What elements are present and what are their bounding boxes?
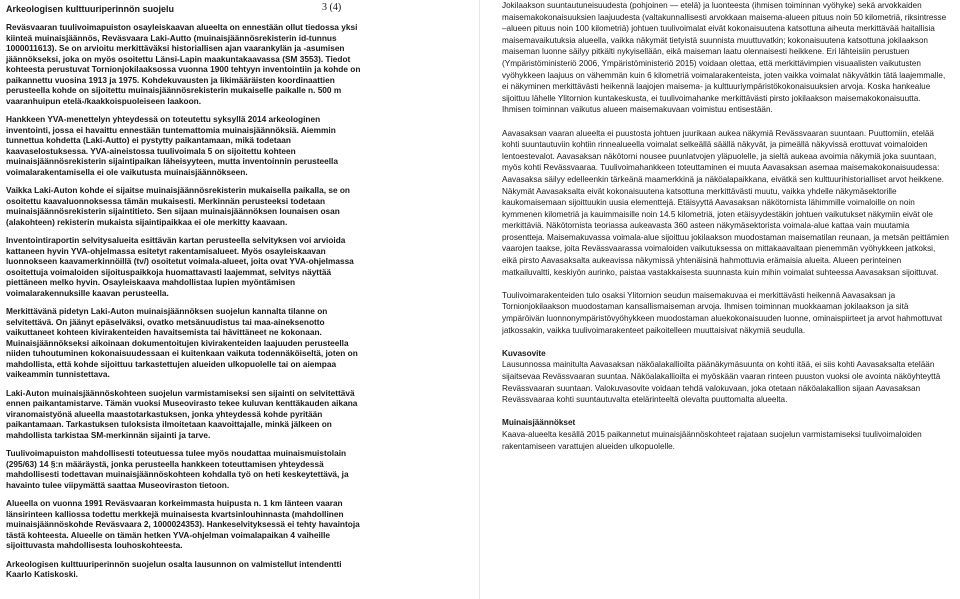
paragraph: Jokilaakson suuntautuneisuudesta (pohjoinen — etelä) ja luonteesta (ihmisen toiminnan vyöhyke) sekä arvokkaiden maisemakokonaisuuksien laajuudesta (valtakunnallisesti arvokkaan maisema-alueen pituus noin 50 kilometriä, riksintresse –alueen pituus noin 100 kilometriä) johtuen tuulivoimalat eivät kokonaisuutena katsottuna aiheuta merkittävää haitallisia maisemavaikutuksia alueella, vaikka näkymät tietyistä suunnista muuttuvatkin; kokonaisuutena katsottuna jokilaakson maiseman luonne säilyy pitkälti nykyisellään, eikä maiseman laatu olennaisesti heikkene. Eri lähteisiin perustuen (Ympäristöministeriö 2006, Ympäristöministeriö 2015) voidaan olettaa, että merkittävimpien visuaalisten vaikutusten vyöhykkeen laajuus on vähemmän kuin 6 kilometriä voimalarakenteista, joten vaikka voimalat näkyvätkin tätä laajemmalle, ei näkyminen merkittävästi heikennä laajojen maisema- ja kulttuuriympäristökokonaisuuksien arvoja. Koska hankealue sijoittuu lähelle Ylitornion kuntakeskusta, ei tuulivoimahanke merkittävästi pirsto jokilaakson maisemakokonaisuutta. Ihmisen toiminnan vaikutus alueen maisemakuvaan voimistuu entisestään.	[502, 1, 947, 115]
paragraph: Reväsvaaran tuulivoimapuiston osayleiskaavan alueelta on ennestään ollut tiedossa yksi kiinteä muinaisjäännös, Reväsvaara Laki-Autto (muinaisjäännösrekisterin id-tunnus 1000011613). Se on arvioitu merkittäväksi historiallisen ajan vaarankylän ja -asumisen jäännökseksi, joka on myös osoitettu Länsi-Lapin maakuntakaavassa (SM 3553). Tiedot kohteesta perustuvat Tornionjokilaaksossa vuonna 1900 tehtyyn inventointiin ja kohde on paikannettu vuosina 1913 ja 1975. Kohdekuvausten ja likimääräisten koordinaattien perusteella kohde on sijoitettu muinaisjäännösrekisterin mukaiselle paikalle n. 500 m vaaranhuipun etelä-/kaakkoispuoleiseen laakoon.	[6, 22, 361, 106]
paragraph: Tuulivoimapuiston mahdollisesti toteutuessa tulee myös noudattaa muinaismuistolain (295/63) 14 §:n määräystä, jonka perusteella hankkeen toteuttamisen yhteydessä mahdollisesti todettavan muinaisjäännöskohteen kohdalla työ on heti keskeytettävä, ja havainto tulee viipymättä saattaa Museoviraston tietoon.	[6, 448, 349, 490]
paragraph: Merkittävänä pidetyn Laki-Auton muinaisjäännöksen suojelun kannalta tilanne on selvitettävä. On jäänyt epäselväksi, ovatko metsänuudistus tai maa-aineksenotto vaikuttaneet kohteen kivirakenteiden havaitsemista tai hävittäneet ne kokonaan. Muinaisjäännökseksi aikoinaan dokumentoitujen kivirakenteiden laajuuden perusteella niiden tuhoutuminen kokonaisuudessaan ei kuitenkaan vaikuta todennäköiseltä, joten on mahdollista, että kohde sijoittuu tarkastettujen alueiden ulkopuolelle tai on aiempaa vaikeammin tunnistettava.	[6, 306, 358, 379]
section-heading-views: Kuvasovite	[502, 348, 546, 358]
section-heading-heritage: Muinaisjäännökset	[502, 418, 576, 428]
page-number: 3 (4)	[322, 2, 342, 13]
left-column	[6, 4, 366, 588]
paragraph: Arkeologisen kulttuuriperinnön suojelun osalta lausunnon on valmistellut intendentti Kaarlo Katiskoski.	[6, 558, 342, 579]
paragraph: Tuulivoimarakenteiden tulo osaksi Ylitornion seudun maisemakuvaa ei merkittävästi heikennä Aavasaksan ja Tornionjokilaakson muodostaman kansallismaiseman arvoja. Ihmisen toiminnan muokkaaman jokilaakson ja sitä ympäröivän luonnonympäristövyöhykkeen muodostaman aluekokonaisuuden luonne, ominaispiirteet ja arvot hahmottuvat jatkossakin, vaikka tuulivoimarakenteet paikoitelleen muuttaisivat näkymiä seudulla.	[502, 290, 943, 335]
right-column	[502, 0, 950, 464]
right-page	[486, 0, 960, 599]
paragraph: Kaava-alueelta kesällä 2015 paikannetut muinaisjäännöskohteet rajataan suojelun varmistamiseksi tuulivoimaloiden rakentamiseen varattujen alueiden ulkopuolelle.	[502, 429, 922, 451]
section-heading: Arkeologisen kulttuuriperinnön suojelu	[6, 4, 175, 14]
paragraph: Vaikka Laki-Auton kohde ei sijaitse muinaisjäännösrekisterin mukaisella paikalla, se on osoitettu kaavaluonnoksessa tämän mukaisesti. Merkinnän perusteeksi todetaan muinaisjäännösrekisterin sijaintitieto. Sen sijaan muinaisjäännöksen lounaisen osan (alakohteen) rekisterin mukaista sijaintipaikkaa ei ole merkitty kaavaan.	[6, 185, 351, 227]
paragraph: Aavasaksan vaaran alueelta ei puustosta johtuen juurikaan aukea näkymiä Revässvaaran suuntaan. Puuttomiin, etelää kohti suuntautuviin kohtiin rinnealueella voimalat selkeällä säällä näkyvät, ja pimeällä näkyvissä erottuvat voimaloiden lentoestevalot. Aavasaksan näkötorni nousee puunlatvojen yläpuolelle, ja sieltä aukeaa avoimia näkymiä joka suuntaan, myös kohti Revässvaaraa. Tuulivoimahankkeen toteuttaminen ei muuta Aavasaksan asemaa maisemakokonaisuudessa: Aavasaksa säilyy edelleenkin tärkeänä maamerkkinä ja näköalapaikkana, eivätkä sen kulttuurihistorialliset arvot heikkene. Näkymät Aavasaksalta eivät kokonaisuutena katsottuna merkittävästi muutu, vaikka yhdelle näkymäsektorille kaukomaisemaan sijoittuukin uusia elementtejä. Etäisyyttä Aavasaksan näkötornista lähimmille voimaloille on noin kymmenen kilometriä ja kauimmaisille noin 14.5 kilometriä, joten etäisyydestäkin johtuen vaikutukset näkymiin eivät ole merkittäviä. Näkötornista teoriassa aukeavasta 360 asteen näkymäsektorista voimala-alue kattaa vain muutamia prosentteja. Maisemakuvassa voimala-alue sijoittuu jokilaakson muodostaman maisematilan reunaan, ja metsän peittämien vaarojen taakse, joita Revässvaarassa voimaloiden vaikutuksessa on mittakaavaltaan pienemmän vyöhykkeen jatkoksi, eikä pirsto Aavasaksalta aukeavissa näkymissä yhtenäisinä hahmottuvia erämaisia alueita. Alueen perinteinen matkailuvaltti, keskiyön aurinko, paistaa vastakkaisesta suunnasta kuin mihin voimalat suhteessa Aavasaksan sijoittuvat.	[502, 128, 949, 277]
paragraph: Hankkeen YVA-menettelyn yhteydessä on toteutettu syksyllä 2014 arkeologinen inventointi, jossa ei havaittu ennestään tuntemattomia muinaisjäännöksiä. Aiemmin tunnettua kohdetta (Laki-Autto) ei pystytty paikantamaan, mikä todetaan kaavaselostuksessa. YVA-aineistossa tuulivoimala 5 on sijoitettu kohteen muinaisjäännösrekisterin sijaintipaikan läheisyyteen, mutta inventoinnin perusteella voimalarakentamisella ei ole vaikutusta muinaisjäännökseen.	[6, 114, 338, 177]
paragraph: Laki-Auton muinaisjäännöskohteen suojelun varmistamiseksi sen sijainti on selvitettävä ennen paikantamistarve. Tämän vuoksi Museovirasto tekee kuluvan kenttäkauden aikana viranomaistyönä alueella maastotarkastuksen, jonka yhteydessä kohde pyritään paikantamaan. Tarkastuksen tuloksista ilmoitetaan kaavoittajalle, minkä jälkeen on mahdollista tarkistaa SM-merkinnän sijainti ja tarve.	[6, 387, 358, 440]
paragraph: Alueella on vuonna 1991 Reväsvaaran korkeimmasta huipusta n. 1 km länteen vaaran länsirinteen kalliossa todettu merkkejä muinaisesta kvartsinlouhinnasta (mahdollinen muinaisjäännöskohde Reväsvaara 2, 1000024353). Hankeselvityksessä ei tehty havaintoja tästä kohteesta. Alueelle on tämän hetken YVA-ohjelman voimalapaikan 4 vaiheille sijoittuvasta mahdollisesta louhoskohteesta.	[6, 498, 360, 550]
paragraph: Lausunnossa mainitulta Aavasaksan näköalakallioilta päänäkymäsuunta on kohti itää, ei siis kohti Aavasaksalta etelään sijaitsevaa Revässvaaran suuntaa. Näköalakallioilta ei myöskään vaaran rinteen puuston vuoksi ole avointa näköyhteyttä Revässvaaran suuntaan. Valokuvasovite voidaan tehdä valokuvaan, joka otetaan näköalakallion sijaan Aavasaksan Revässvaaraa kohti suuntautuvalta etelärinteeltä olevalta puuttomalta alueelta.	[502, 360, 941, 405]
paragraph: Inventointiraportin selvitysalueita esittävän kartan perusteella selvityksen voi arvioida kattaneen hyvin YVA-ohjelmassa esitetyt rakentamisalueet. Myös osayleiskaavan luonnokseen kaavamerkinnöillä (tv/) osoitetut voimala-alueet, joita ovat YVA-ohjelmassa osoitettuja voimaloiden sijoituspaikkoja huomattavasti laajemmat, selvitys näyttää piettäneen melko hyvin. Osayleiskaava mahdollistaa lupien myöntämisen voimalarakennuksille kaavan perusteella.	[6, 235, 354, 298]
